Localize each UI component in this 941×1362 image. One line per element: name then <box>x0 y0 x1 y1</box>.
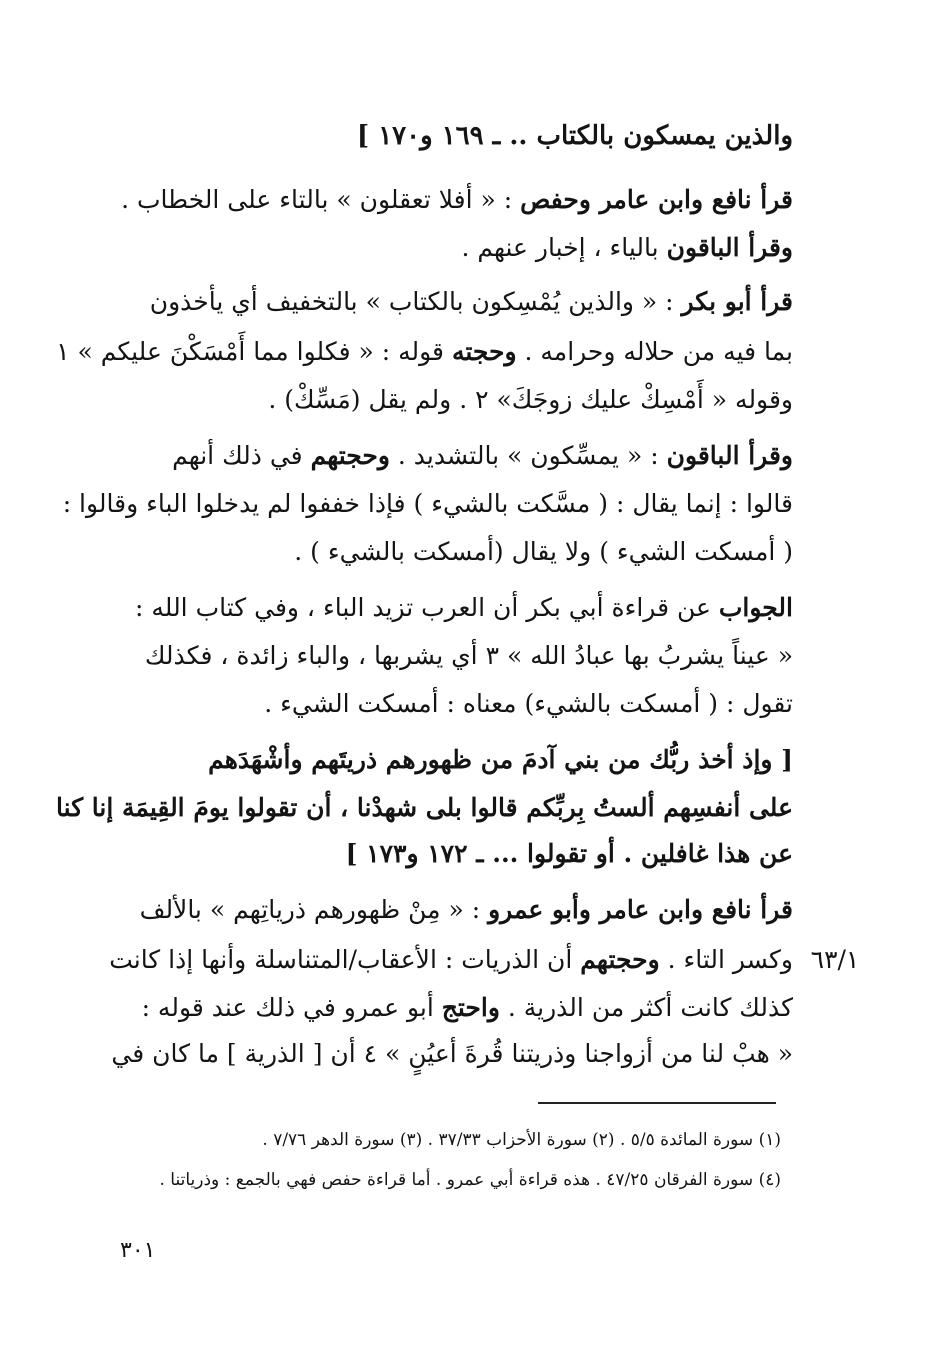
text-segment: : « والذين يُمْسِكون بالكتاب » بالتخفيف أي يأخذون <box>149 287 682 316</box>
text-line <box>142 988 793 1028</box>
text-segment: في ذلك أنهم <box>172 441 311 470</box>
bold-segment: وحجتهم <box>310 441 390 470</box>
footnote-line: (٤) سورة الفرقان ٤٧/٢٥ . هذه قراءة أبي عمرو . أما قراءة حفص فهي بالجمع : وذرياتنا . <box>159 1170 781 1190</box>
text-segment: ( أمسكت الشيء ) ولا يقال (أمسكت بالشيء ) . <box>294 537 793 566</box>
text-segment: بالياء ، إخبار عنهم . <box>461 233 667 262</box>
bold-segment: قرأ نافع وابن عامر وأبو عمرو <box>488 895 793 924</box>
text-line <box>111 1034 793 1074</box>
bold-segment: وقرأ الباقون <box>666 441 793 470</box>
footnote-separator <box>538 1102 776 1104</box>
bold-segment: وحجتهم <box>580 945 660 974</box>
text-segment: : « مِنْ ظهورهم ذرياتِهم » بالألف <box>139 895 489 924</box>
bold-segment: [ وإذ أخذ ربُّك من بني آدمَ من ظهورهم ذريتَهم وأشْهَدَهم <box>208 745 793 774</box>
text-line <box>461 228 793 268</box>
text-segment: : « أفلا تعقلون » بالتاء على الخطاب . <box>121 185 521 214</box>
footnote-line: (١) سورة المائدة ٥/٥ . (٢) سورة الأحزاب ٣٧/٣٣ . (٣) سورة الدهر ٧/٧٦ . <box>262 1130 781 1150</box>
section-heading: والذين يمسكون بالكتاب .. ـ ١٦٩ و١٧٠ ] <box>356 121 793 151</box>
text-line <box>135 588 793 628</box>
text-line <box>268 380 793 420</box>
text-line <box>56 332 793 372</box>
text-segment: أن الذريات : الأعقاب/المتناسلة وأنها إذا كانت <box>109 945 581 974</box>
text-segment: : « يمسِّكون » بالتشديد . <box>389 441 667 470</box>
text-line <box>140 890 793 930</box>
text-segment: تقول : ( أمسكت بالشيء) معناه : أمسكت الشيء . <box>264 689 793 718</box>
text-line <box>63 484 793 524</box>
text-line <box>56 788 793 828</box>
text-line <box>150 282 793 322</box>
bold-segment: قرأ نافع وابن عامر وحفص <box>520 185 793 214</box>
bold-segment: عن هذا غافلين . أو تقولوا ... ـ ١٧٢ و١٧٣ ] <box>345 839 793 868</box>
text-line <box>145 636 793 676</box>
page-number: ٣٠١ <box>120 1238 156 1263</box>
bold-segment: واحتج <box>441 993 500 1022</box>
text-segment: عن قراءة أبي بكر أن العرب تزيد الباء ، وفي كتاب الله : <box>135 593 719 622</box>
text-segment: أبو عمرو في ذلك عند قوله : <box>141 993 442 1022</box>
text-segment: وقوله « أَمْسِكْ عليك زوجَكَ» ٢ . ولم يقل (مَسِّكْ) . <box>268 385 793 414</box>
text-segment: « عيناً يشربُ بها عبادُ الله » ٣ أي يشربها ، والباء زائدة ، فكذلك <box>144 641 793 670</box>
bold-segment: وقرأ الباقون <box>666 233 793 262</box>
text-line <box>346 834 793 874</box>
text-segment: كذلك كانت أكثر من الذرية . <box>499 993 793 1022</box>
text-line <box>264 684 793 724</box>
bold-segment: الجواب <box>718 593 793 622</box>
text-line <box>294 532 793 572</box>
text-segment: قوله : « فكلوا مما أَمْسَكْنَ عليكم » ١ <box>56 337 452 366</box>
text-line <box>121 180 793 220</box>
text-segment: بما فيه من حلاله وحرامه . <box>516 337 793 366</box>
margin-reference: ٦٣/١ <box>810 945 860 974</box>
text-line <box>109 940 793 980</box>
bold-segment: وحجته <box>451 337 517 366</box>
bold-segment: قرأ أبو بكر <box>681 287 793 316</box>
text-segment: قالوا : إنما يقال : ( مسَّكت بالشيء ) فإذا خففوا لم يدخلوا الباء وقالوا : <box>62 489 793 518</box>
text-segment: وكسر التاء . <box>659 945 793 974</box>
bold-segment: على أنفسِهم ألستُ بِربِّكم قالوا بلى شهدْنا ، أن تقولوا يومَ القِيمَة إنا كنا <box>56 793 793 822</box>
text-line <box>208 740 793 780</box>
text-segment: « هبْ لنا من أزواجنا وذريتنا قُرةَ أعيُنٍ » ٤ أن [ الذرية ] ما كان في <box>111 1039 793 1068</box>
text-line <box>172 436 793 476</box>
